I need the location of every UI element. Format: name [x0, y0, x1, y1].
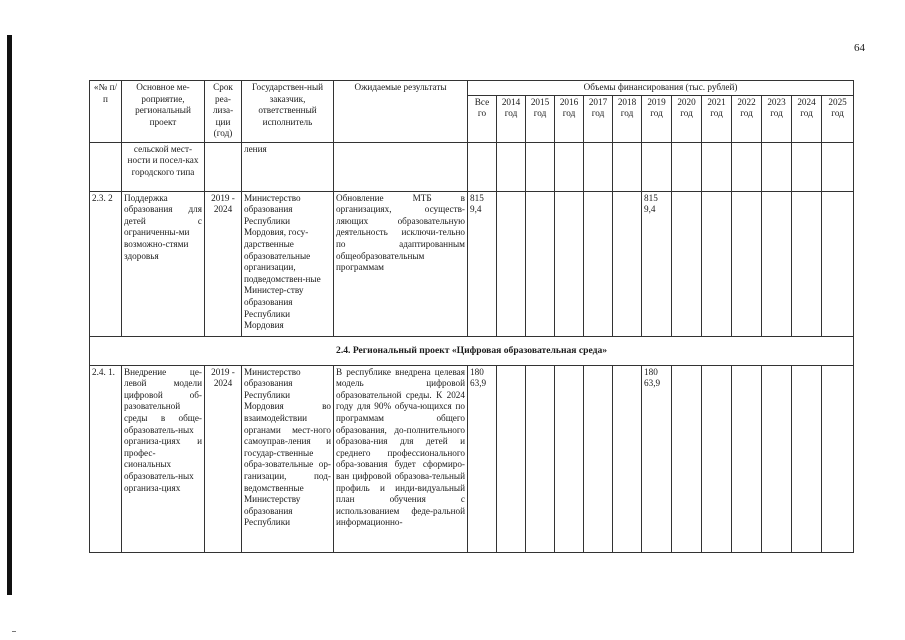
section-row: [90, 336, 854, 365]
cell-results: В республике внедрена целевая модель цифровой образовательной среды. К 2024 году для 90% обуча-ющихся по программам общего образования, до-полнительного образова-ния для детей и среднего профессионального обра-зования будет сформиро-ван цифровой образова-тельный профиль и инди-видуальный план обучения с использованием феде-ральной информационно-: [334, 365, 468, 552]
header-total: Все го: [468, 95, 497, 142]
cell-customer: Министерство образования Республики Мордовия во взаимодействии органами мест-ного самоуправ-ления и государ-ственные обра-зовательные ор-ганизации, под-ведомственные Министерству образования Республики: [242, 365, 334, 552]
cell-num: 2.4. 1.: [90, 365, 122, 552]
scan-artifact: [12, 631, 16, 632]
header-year: 2025 год: [822, 95, 854, 142]
header-year: 2018 год: [613, 95, 642, 142]
cell-customer: Министерство образования Республики Мордовия, госу-дарственные образовательные организации, подведомствен-ные Министер-ству образования Республики Мордовия: [242, 191, 334, 336]
header-year: 2015 год: [526, 95, 555, 142]
header-year: 2014 год: [497, 95, 526, 142]
header-year: 2019 год: [642, 95, 672, 142]
header-num: «№ п/п: [90, 81, 122, 143]
header-customer: Государствен-ный заказчик, ответственный исполнитель: [242, 81, 334, 143]
table-row: [90, 191, 854, 336]
page-number: 64: [854, 42, 865, 54]
header-event: Основное ме-роприятие, региональный проект: [122, 81, 205, 143]
cell-term: 2019 - 2024: [205, 365, 242, 552]
cell-num: [90, 142, 122, 191]
header-year: 2024 год: [792, 95, 822, 142]
header-term: Срок реа-лиза-ции (год): [205, 81, 242, 143]
header-year: 2023 год: [762, 95, 792, 142]
table-row: [90, 142, 854, 191]
cell-term: 2019 - 2024: [205, 191, 242, 336]
cell-customer: ления: [242, 142, 334, 191]
header-financing: Объемы финансирования (тыс. рублей): [468, 81, 854, 96]
header-year: 2016 год: [555, 95, 584, 142]
header-results: Ожидаемые результаты: [334, 81, 468, 143]
section-title: 2.4. Региональный проект «Цифровая образовательная среда»: [90, 336, 854, 365]
cell-total: 180 63,9: [468, 365, 497, 552]
financing-table: [89, 80, 854, 553]
cell-event: Поддержка образования для детей с ограниченны-ми возможно-стями здоровья: [122, 191, 205, 336]
cell-results: Обновление МТБ в организациях, осуществ-ляющих образовательную деятельность исключи-тельно по адаптированным общеобразовательным программам: [334, 191, 468, 336]
cell-event: Внедрение це-левой модели цифровой об-разовательной среды в обще-образователь-ных организа-циях и профес-сиональных образователь-ных организа-циях: [122, 365, 205, 552]
cell-term: [205, 142, 242, 191]
cell-2019: 815 9,4: [642, 191, 672, 336]
header-year: 2020 год: [672, 95, 702, 142]
cell-results: [334, 142, 468, 191]
cell-2019: 180 63,9: [642, 365, 672, 552]
scan-margin-bar: [7, 35, 12, 595]
header-year: 2022 год: [732, 95, 762, 142]
header-year: 2017 год: [584, 95, 613, 142]
cell-num: 2.3. 2: [90, 191, 122, 336]
header-year: 2021 год: [702, 95, 732, 142]
cell-event: сельской мест-ности и посел-ках городского типа: [122, 142, 205, 191]
cell-total: 815 9,4: [468, 191, 497, 336]
table-row: [90, 365, 854, 552]
